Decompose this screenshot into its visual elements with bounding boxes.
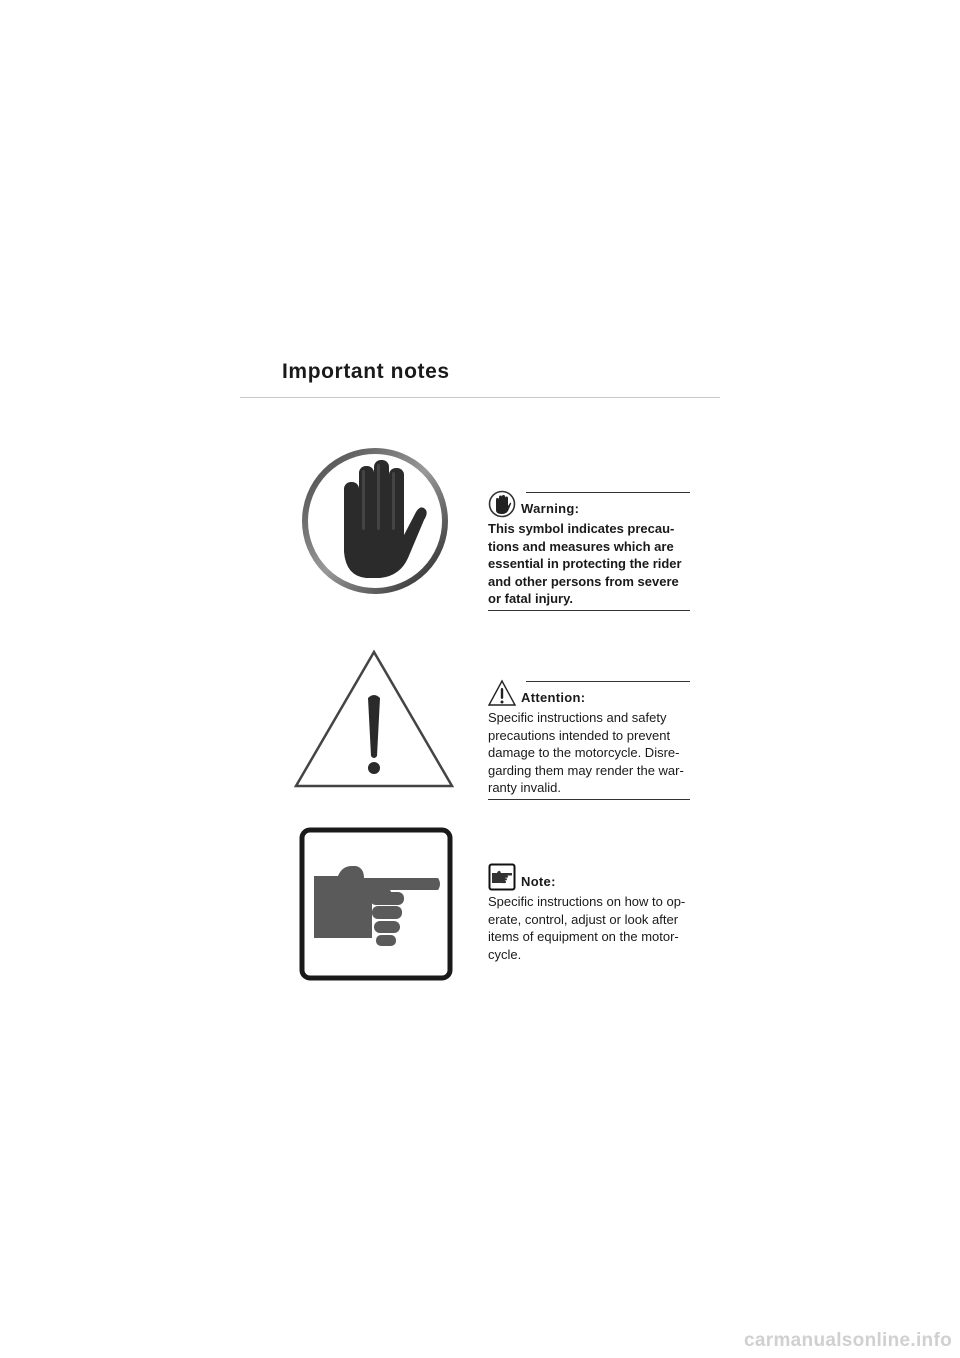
note-label: Note: <box>521 874 556 889</box>
attention-note <box>488 681 690 800</box>
warning-note <box>488 492 690 611</box>
exclamation-triangle-icon <box>488 679 516 707</box>
warning-label: Warning: <box>521 501 580 516</box>
attention-bottom-rule <box>488 799 690 800</box>
pointing-hand-icon <box>488 863 516 891</box>
pointing-hand-icon <box>298 826 454 982</box>
page-title: Important notes <box>282 360 450 383</box>
title-divider <box>240 397 720 398</box>
stop-hand-icon <box>300 440 450 602</box>
watermark: carmanualsonline.info <box>744 1330 952 1351</box>
attention-text: Specific instructions and safety precautions intended to prevent damage to the motorcycle. Disre- garding them may render the war- ranty invalid. <box>488 710 684 795</box>
note-note <box>488 866 690 965</box>
exclamation-triangle-icon <box>292 648 456 790</box>
note-text: Specific instructions on how to op- erate, control, adjust or look after items of equipment on the motor- cycle. <box>488 894 686 962</box>
attention-label: Attention: <box>521 690 586 705</box>
warning-text: This symbol indicates precau- tions and measures which are essential in protecting the rider and other persons from severe or fatal injury. <box>488 521 682 606</box>
stop-hand-icon <box>488 490 516 518</box>
warning-bottom-rule <box>488 610 690 611</box>
